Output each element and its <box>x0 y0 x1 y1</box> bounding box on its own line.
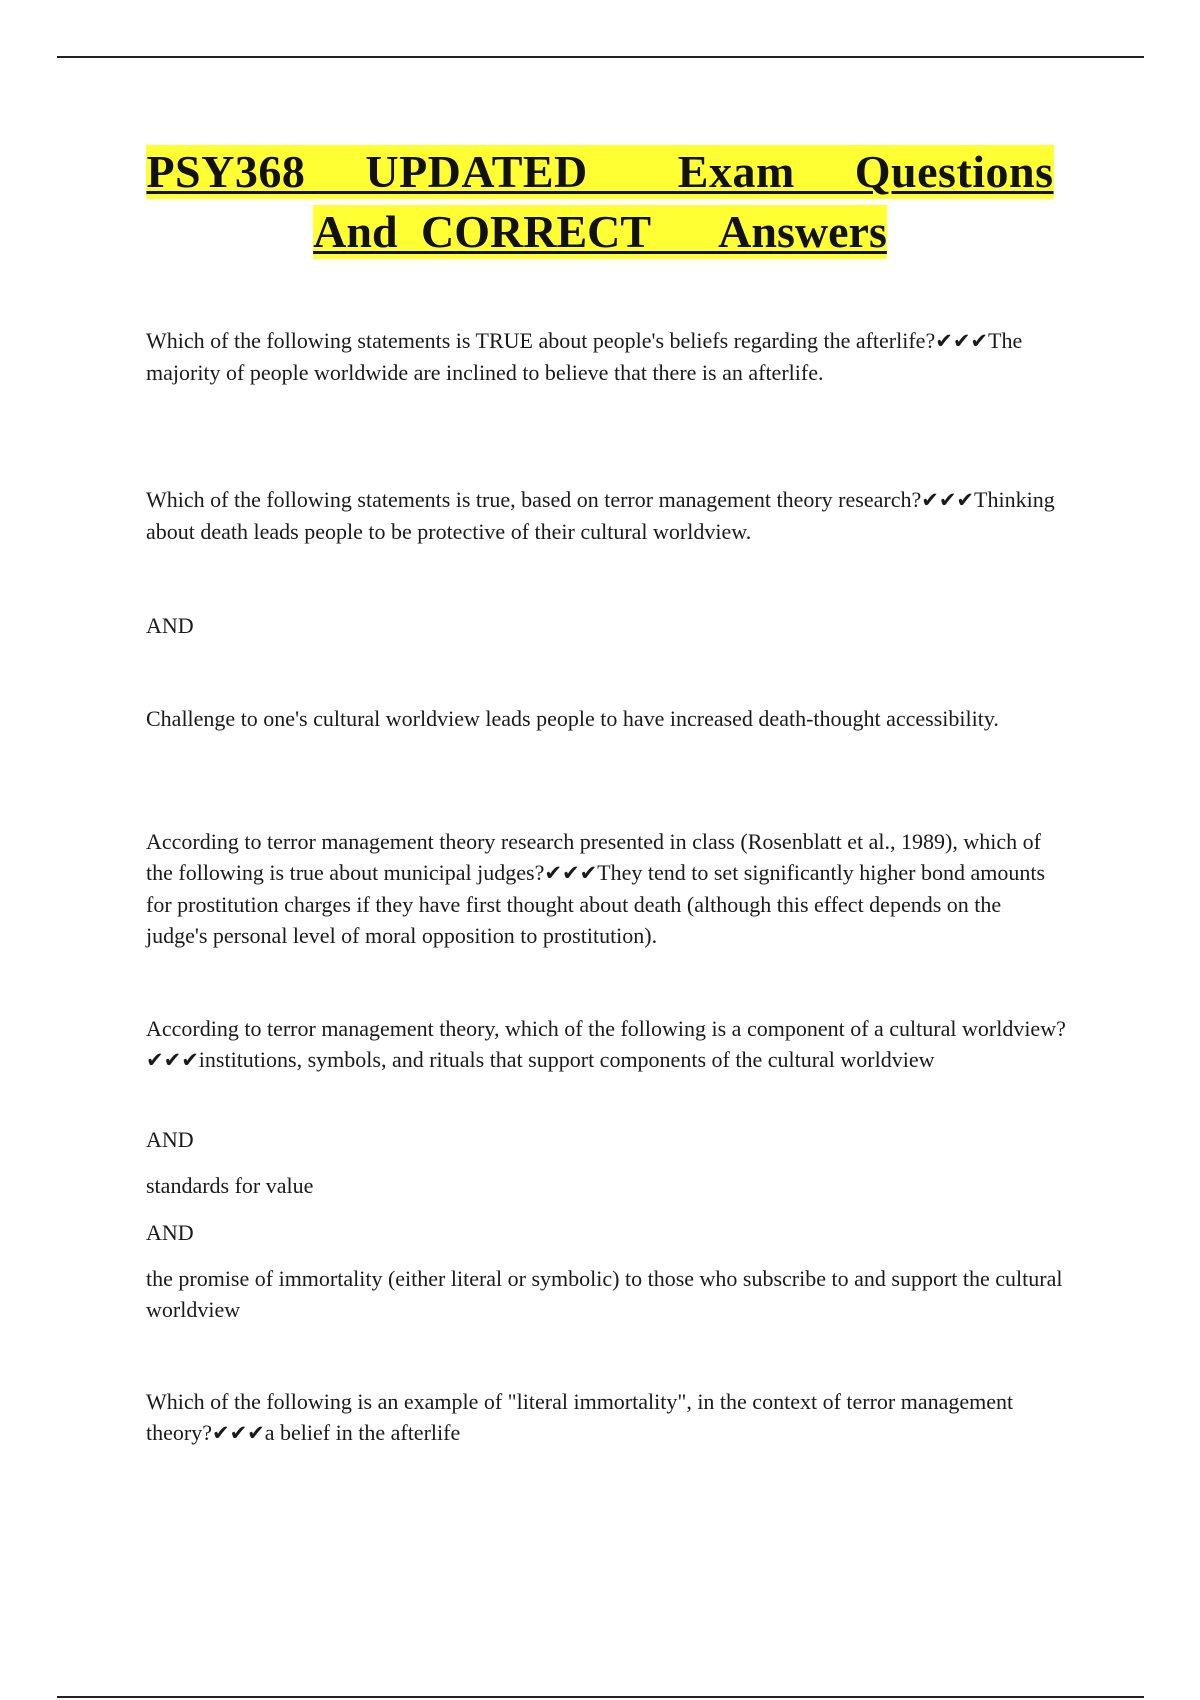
top-rule <box>57 56 1144 58</box>
question-text: According to terror management theory, which of the following is a component of a cultural worldview? <box>146 1016 1066 1041</box>
and-connector: AND <box>146 1220 194 1245</box>
and-connector: AND <box>146 613 194 638</box>
checkmark-icon: ✔✔✔ <box>544 861 598 885</box>
qa-item-4 <box>146 1013 1066 1076</box>
answer-text: They tend to set significantly higher bond amounts for prostitution charges if they have first thought about death (although this effect depends on the judge's personal level of moral opposition to prostitution). <box>146 860 1046 948</box>
checkmark-icon: ✔✔✔ <box>935 329 989 353</box>
question-text: Which of the following statements is TRUE about people's beliefs regarding the afterlife? <box>146 328 936 353</box>
question-text: Which of the following statements is true, based on terror management theory research? <box>146 487 922 512</box>
qa-item-3 <box>146 826 1066 951</box>
answer-text: The majority of people worldwide are inclined to believe that there is an afterlife. <box>146 328 1023 385</box>
bottom-rule <box>57 1696 1144 1698</box>
checkmark-icon: ✔✔✔ <box>211 1421 265 1445</box>
qa-item-1 <box>146 325 1066 388</box>
question-text: Which of the following is an example of "literal immortality", in the context of terror management theory? <box>146 1389 1014 1445</box>
checkmark-icon: ✔✔✔ <box>146 1048 199 1072</box>
checkmark-icon: ✔✔✔ <box>921 488 975 512</box>
qa-item-2 <box>146 484 1066 547</box>
title-line-2: And CORRECT Answers <box>313 206 887 257</box>
answer-text: a belief in the afterlife <box>264 1420 461 1445</box>
title-line-1: PSY368 UPDATED Exam Questions <box>146 146 1054 197</box>
statement-text: the promise of immortality (either literal or symbolic) to those who subscribe to and support the cultural worldview <box>146 1266 1063 1322</box>
answer-text: Thinking about death leads people to be protective of their cultural worldview. <box>146 487 1055 544</box>
qa-item-5 <box>146 1386 1066 1449</box>
and-connector: AND <box>146 1127 194 1152</box>
statement-text: Challenge to one's cultural worldview leads people to have increased death-thought accessibility. <box>146 706 999 731</box>
answer-text: institutions, symbols, and rituals that support components of the cultural worldview <box>198 1047 935 1072</box>
statement-text: standards for value <box>146 1173 314 1198</box>
question-text: According to terror management theory research presented in class (Rosenblatt et al., 1989), which of the following is true about municipal judges? <box>146 829 1041 885</box>
document-title <box>0 145 1200 259</box>
